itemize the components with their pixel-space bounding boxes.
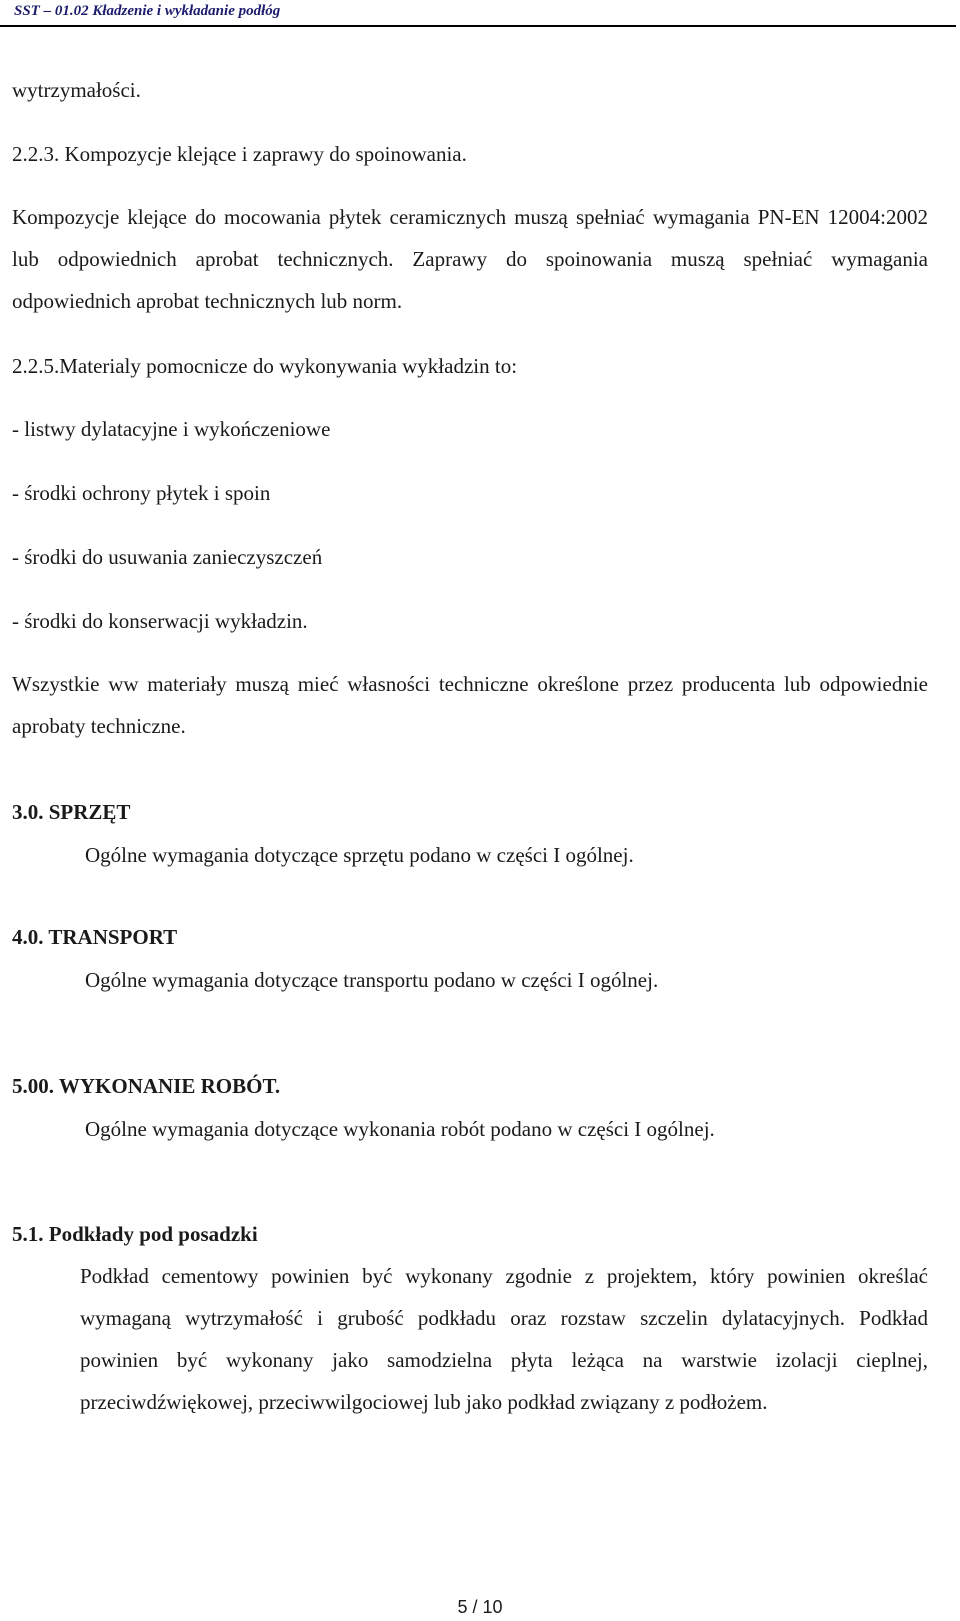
list-item: - środki ochrony płytek i spoin xyxy=(12,481,271,505)
subsection-heading-2-2-5: 2.2.5.Materialy pomocnicze do wykonywania wykładzin to: xyxy=(12,354,518,378)
subsection-heading-2-2-3: 2.2.3. Kompozycje klejące i zaprawy do spoinowania. xyxy=(12,142,467,166)
section-heading-equipment: 3.0. SPRZĘT xyxy=(12,800,131,824)
paragraph-materials: Wszystkie ww materiały muszą mieć własności techniczne określone przez producenta lub odpowiednie aprobaty techniczne. xyxy=(12,672,928,738)
header-divider xyxy=(0,25,956,27)
section-text-equipment: Ogólne wymagania dotyczące sprzętu podano w części I ogólnej. xyxy=(85,843,634,867)
list-item: - środki do usuwania zanieczyszczeń xyxy=(12,545,323,569)
list-item: - listwy dylatacyjne i wykończeniowe xyxy=(12,417,331,441)
section-text-transport: Ogólne wymagania dotyczące transportu podano w części I ogólnej. xyxy=(85,968,659,992)
page-header xyxy=(0,0,960,28)
section-heading-execution: 5.00. WYKONANIE ROBÓT. xyxy=(12,1074,281,1098)
paragraph-adhesives: Kompozycje klejące do mocowania płytek ceramicznych muszą spełniać wymagania PN-EN 12004:2002 lub odpowiednich aprobat technicznych. Zaprawy do spoinowania muszą spełniać wymagania odpowiednich aprobat technicznych lub norm. xyxy=(12,205,928,313)
page-number: 5 / 10 xyxy=(457,1597,503,1617)
section-text-execution: Ogólne wymagania dotyczące wykonania robót podano w części I ogólnej. xyxy=(85,1117,715,1141)
continued-text: wytrzymałości. xyxy=(12,78,141,102)
section-heading-transport: 4.0. TRANSPORT xyxy=(12,925,178,949)
section-heading-subfloors: 5.1. Podkłady pod posadzki xyxy=(12,1222,258,1246)
section-text-subfloors: Podkład cementowy powinien być wykonany zgodnie z projektem, który powinien określać wymaganą wytrzymałość i grubość podkładu oraz rozstaw szczelin dylatacyjnych. Podkład powinien być wykonany jako samodzielna płyta leżąca na warstwie izolacji cieplnej, przeciwdźwiękowej, przeciwwilgociowej lub jako podkład związany z podłożem. xyxy=(80,1264,928,1414)
header-title: SST – 01.02 Kładzenie i wykładanie podłóg xyxy=(14,3,281,19)
list-item: - środki do konserwacji wykładzin. xyxy=(12,609,308,633)
